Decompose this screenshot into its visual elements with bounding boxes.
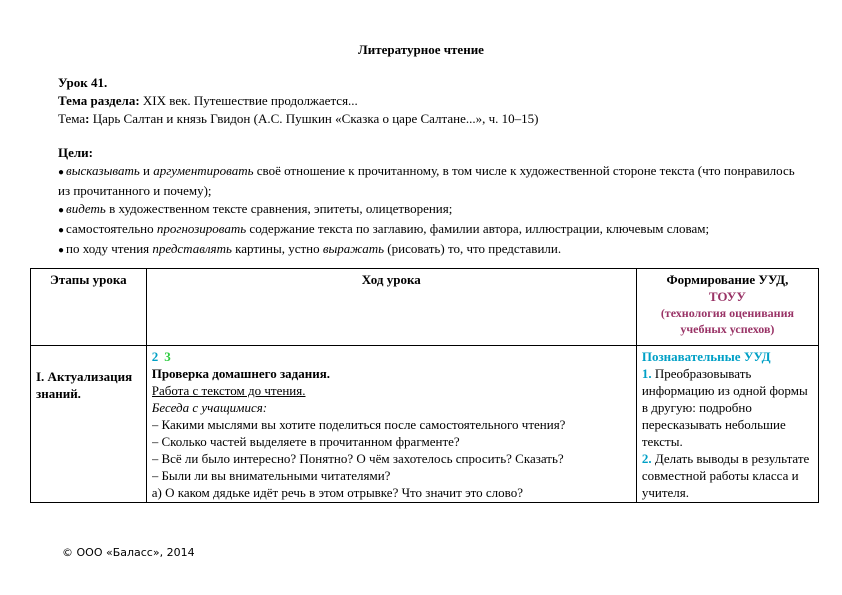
question-item: – Сколько частей выделяете в прочитанном фрагменте?: [151, 434, 460, 449]
footer-copyright: © ООО «Баласс», 2014: [62, 546, 195, 559]
header-uud: [636, 269, 818, 346]
goal-verb: прогнозировать: [156, 221, 247, 236]
question-item: – Всё ли было интересно? Понятно? О чём захотелось спросить? Сказать?: [151, 451, 564, 466]
question-item: а) О каком дядьке идёт речь в этом отрывке? Что значит это слово?: [151, 485, 523, 500]
bullet-icon: ●: [58, 167, 65, 178]
goal-text: самостоятельно: [66, 221, 157, 236]
topic-label: Тема: [58, 111, 86, 126]
course-subtitle: Работа с текстом до чтения.: [151, 383, 306, 398]
uud-cell: [636, 346, 818, 503]
section-line: [58, 92, 798, 110]
header-touu-tech: (технология оценивания учебных успехов): [660, 306, 795, 336]
goal-item: [58, 240, 798, 260]
header-uud-title: Формирование УУД,: [666, 272, 789, 287]
section-value: XIX век. Путешествие продолжается...: [139, 93, 358, 108]
goal-item: [58, 220, 798, 240]
lesson-table: [30, 268, 819, 503]
section-label: Тема раздела:: [58, 93, 140, 108]
uud-text: Делать выводы в результате совместной работы класса и учителя.: [641, 451, 810, 500]
header-course: Ход урока: [146, 269, 636, 346]
goal-item: [58, 162, 798, 200]
step-number: 2: [151, 349, 159, 364]
question-item: – Какими мыслями вы хотите поделиться после самостоятельного чтения?: [151, 417, 566, 432]
uud-text: Преобразовывать информацию из одной формы в другую: подробно пересказывать небольшие тексты.: [641, 366, 808, 449]
table-header-row: [31, 269, 819, 346]
stage-label: I. Актуализация знаний.: [36, 369, 133, 401]
course-title: Проверка домашнего задания.: [151, 366, 331, 381]
goal-text: по ходу чтения: [66, 241, 153, 256]
goal-verb: выражать: [322, 241, 385, 256]
goal-verb: аргументировать: [153, 163, 254, 178]
lesson-header: [58, 74, 798, 260]
bullet-icon: ●: [58, 205, 65, 216]
course-cell: [146, 346, 636, 503]
goal-verb: высказывать: [66, 163, 140, 178]
stage-cell: [31, 346, 147, 503]
bullet-icon: ●: [58, 245, 65, 256]
uud-item: [642, 365, 813, 450]
uud-number: 2.: [641, 451, 652, 466]
goal-text: (рисовать) то, что представили.: [384, 241, 562, 256]
step-number: 3: [164, 349, 171, 364]
goal-verb: видеть: [66, 201, 106, 216]
table-row: [31, 346, 819, 503]
header-touu: ТОУУ: [708, 289, 746, 304]
uud-title: Познавательные УУД: [641, 349, 771, 364]
goal-item: [58, 200, 798, 220]
topic-colon: :: [85, 111, 90, 126]
uud-number: 1.: [641, 366, 652, 381]
header-stages: Этапы урока: [31, 269, 147, 346]
goal-text: в художественном тексте сравнения, эпитеты, олицетворения;: [105, 201, 453, 216]
topic-line: [58, 110, 798, 128]
goal-text: и: [139, 163, 154, 178]
goals-label: Цели:: [58, 145, 93, 160]
goals-block: [58, 144, 798, 260]
course-conversation: Беседа с учащимися:: [151, 400, 268, 415]
step-numbers: [152, 348, 631, 365]
page-title: Литературное чтение: [358, 42, 484, 57]
goal-text: картины, устно: [231, 241, 323, 256]
topic-value: Царь Салтан и князь Гвидон (А.С. Пушкин «Сказка о царе Салтане...», ч. 10–15): [89, 111, 539, 126]
goal-text: содержание текста по заглавию, фамилии автора, иллюстрации, ключевым словам;: [246, 221, 710, 236]
question-item: – Были ли вы внимательными читателями?: [151, 468, 391, 483]
bullet-icon: ●: [58, 225, 65, 236]
uud-item: [642, 450, 813, 500]
goal-verb: представлять: [152, 241, 232, 256]
goal-text: своё отношение к прочитанному, в том числе к художественной стороне текста (что понравилось из прочитанного и почему);: [58, 163, 795, 198]
lesson-number: Урок 41.: [58, 75, 108, 90]
